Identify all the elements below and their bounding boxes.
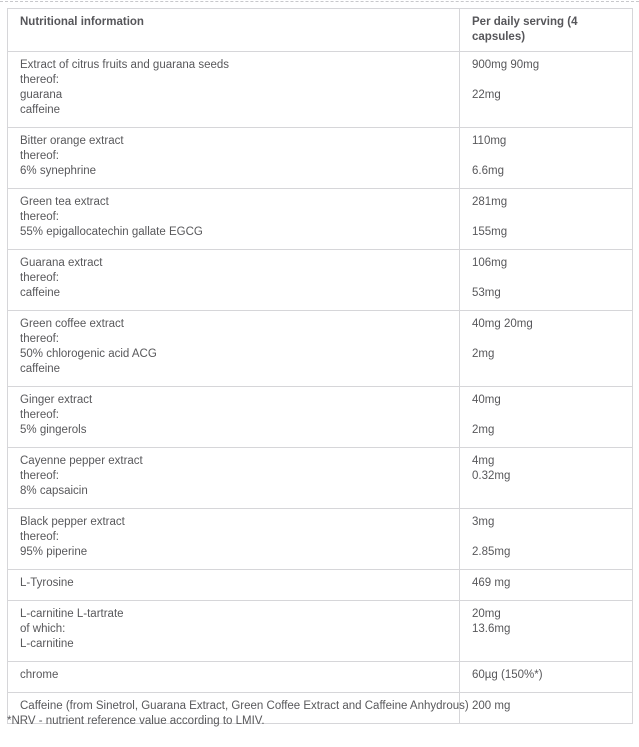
- ingredient-line: Green tea extract: [20, 196, 109, 208]
- amount-line: [472, 73, 620, 88]
- amount-line: 4mg: [472, 455, 495, 467]
- ingredient-line: Caffeine (from Sinetrol, Guarana Extract, Green Coffee Extract and Caffeine Anhydrous): [20, 700, 469, 712]
- ingredient-cell: [8, 601, 460, 662]
- amount-line: 3mg: [472, 516, 495, 528]
- ingredient-line: caffeine: [20, 363, 61, 375]
- table-row: [8, 52, 633, 128]
- dashed-top-border: [0, 1, 639, 2]
- amount-line: 60µg (150%*): [472, 669, 543, 681]
- ingredient-cell: [8, 128, 460, 189]
- amount-line: [472, 637, 620, 652]
- amount-line: 200 mg: [472, 700, 511, 712]
- ingredient-cell: [8, 250, 460, 311]
- amount-line: [472, 149, 620, 164]
- amount-line: [472, 103, 620, 118]
- table-row: [8, 570, 633, 601]
- ingredient-line: thereof:: [20, 470, 59, 482]
- amount-line: [472, 484, 620, 499]
- ingredient-line: Green coffee extract: [20, 318, 124, 330]
- ingredient-cell: [8, 570, 460, 601]
- table-row: [8, 387, 633, 448]
- ingredient-line: thereof:: [20, 211, 59, 223]
- amount-line: 106mg: [472, 257, 508, 269]
- ingredient-line: caffeine: [20, 104, 61, 116]
- amount-line: 281mg: [472, 196, 508, 208]
- amount-cell: [460, 250, 633, 311]
- table-row: [8, 189, 633, 250]
- ingredient-line: thereof:: [20, 531, 59, 543]
- ingredient-line: Guarana extract: [20, 257, 103, 269]
- amount-cell: [460, 128, 633, 189]
- ingredient-line: thereof:: [20, 150, 59, 162]
- ingredient-line: thereof:: [20, 272, 59, 284]
- ingredient-line: of which:: [20, 623, 66, 635]
- ingredient-line: chrome: [20, 669, 59, 681]
- table-row: [8, 448, 633, 509]
- amount-cell: [460, 189, 633, 250]
- ingredient-line: 5% gingerols: [20, 424, 87, 436]
- ingredient-line: Extract of citrus fruits and guarana seeds: [20, 59, 230, 71]
- ingredient-cell: [8, 387, 460, 448]
- table-header-row: [8, 9, 633, 52]
- ingredient-line: L-carnitine: [20, 638, 74, 650]
- amount-line: 0.32mg: [472, 470, 511, 482]
- ingredient-cell: [8, 189, 460, 250]
- header-cell-amount: Per daily serving (4 capsules): [460, 9, 633, 52]
- amount-cell: [460, 311, 633, 387]
- table-row: [8, 662, 633, 693]
- amount-line: 40mg: [472, 394, 501, 406]
- header-cell-ingredient: Nutritional information: [8, 9, 460, 52]
- amount-line: 2mg: [472, 348, 495, 360]
- amount-cell: [460, 693, 633, 724]
- amount-cell: [460, 662, 633, 693]
- ingredient-cell: [8, 662, 460, 693]
- amount-cell: [460, 52, 633, 128]
- amount-line: 469 mg: [472, 577, 511, 589]
- ingredient-line: 50% chlorogenic acid ACG: [20, 348, 157, 360]
- amount-cell: [460, 387, 633, 448]
- ingredient-line: Black pepper extract: [20, 516, 125, 528]
- amount-line: [472, 408, 620, 423]
- amount-line: 2mg: [472, 424, 495, 436]
- ingredient-line: Ginger extract: [20, 394, 93, 406]
- amount-cell: [460, 570, 633, 601]
- amount-line: 6.6mg: [472, 165, 504, 177]
- amount-line: 53mg: [472, 287, 501, 299]
- amount-cell: [460, 509, 633, 570]
- ingredient-line: Cayenne pepper extract: [20, 455, 143, 467]
- amount-line: 13.6mg: [472, 623, 511, 635]
- nutrition-table: [7, 8, 633, 724]
- ingredient-line: L-carnitine L-tartrate: [20, 608, 124, 620]
- amount-line: 155mg: [472, 226, 508, 238]
- amount-line: 40mg 20mg: [472, 318, 533, 330]
- amount-line: 2.85mg: [472, 546, 511, 558]
- ingredient-line: 6% synephrine: [20, 165, 97, 177]
- table-row: [8, 250, 633, 311]
- ingredient-line: 95% piperine: [20, 546, 88, 558]
- amount-line: 20mg: [472, 608, 501, 620]
- table-row: [8, 128, 633, 189]
- amount-line: 110mg: [472, 135, 507, 147]
- ingredient-cell: [8, 52, 460, 128]
- nrv-footnote: *NRV - nutrient reference value according to LMIV.: [7, 715, 265, 727]
- ingredient-line: thereof:: [20, 74, 59, 86]
- amount-line: 22mg: [472, 89, 501, 101]
- amount-cell: [460, 448, 633, 509]
- ingredient-cell: [8, 509, 460, 570]
- amount-line: [472, 271, 620, 286]
- amount-line: [472, 210, 620, 225]
- table-row: [8, 509, 633, 570]
- ingredient-line: caffeine: [20, 287, 61, 299]
- amount-line: [472, 362, 620, 377]
- amount-line: [472, 530, 620, 545]
- ingredient-cell: [8, 448, 460, 509]
- ingredient-line: thereof:: [20, 409, 59, 421]
- ingredient-line: L-Tyrosine: [20, 577, 74, 589]
- ingredient-line: guarana: [20, 89, 63, 101]
- amount-line: 900mg 90mg: [472, 59, 540, 71]
- amount-cell: [460, 601, 633, 662]
- amount-line: [472, 332, 620, 347]
- ingredient-line: thereof:: [20, 333, 59, 345]
- ingredient-line: 8% capsaicin: [20, 485, 88, 497]
- ingredient-line: Bitter orange extract: [20, 135, 124, 147]
- ingredient-line: 55% epigallocatechin gallate EGCG: [20, 226, 203, 238]
- table-row: [8, 311, 633, 387]
- table-row: [8, 601, 633, 662]
- ingredient-cell: [8, 311, 460, 387]
